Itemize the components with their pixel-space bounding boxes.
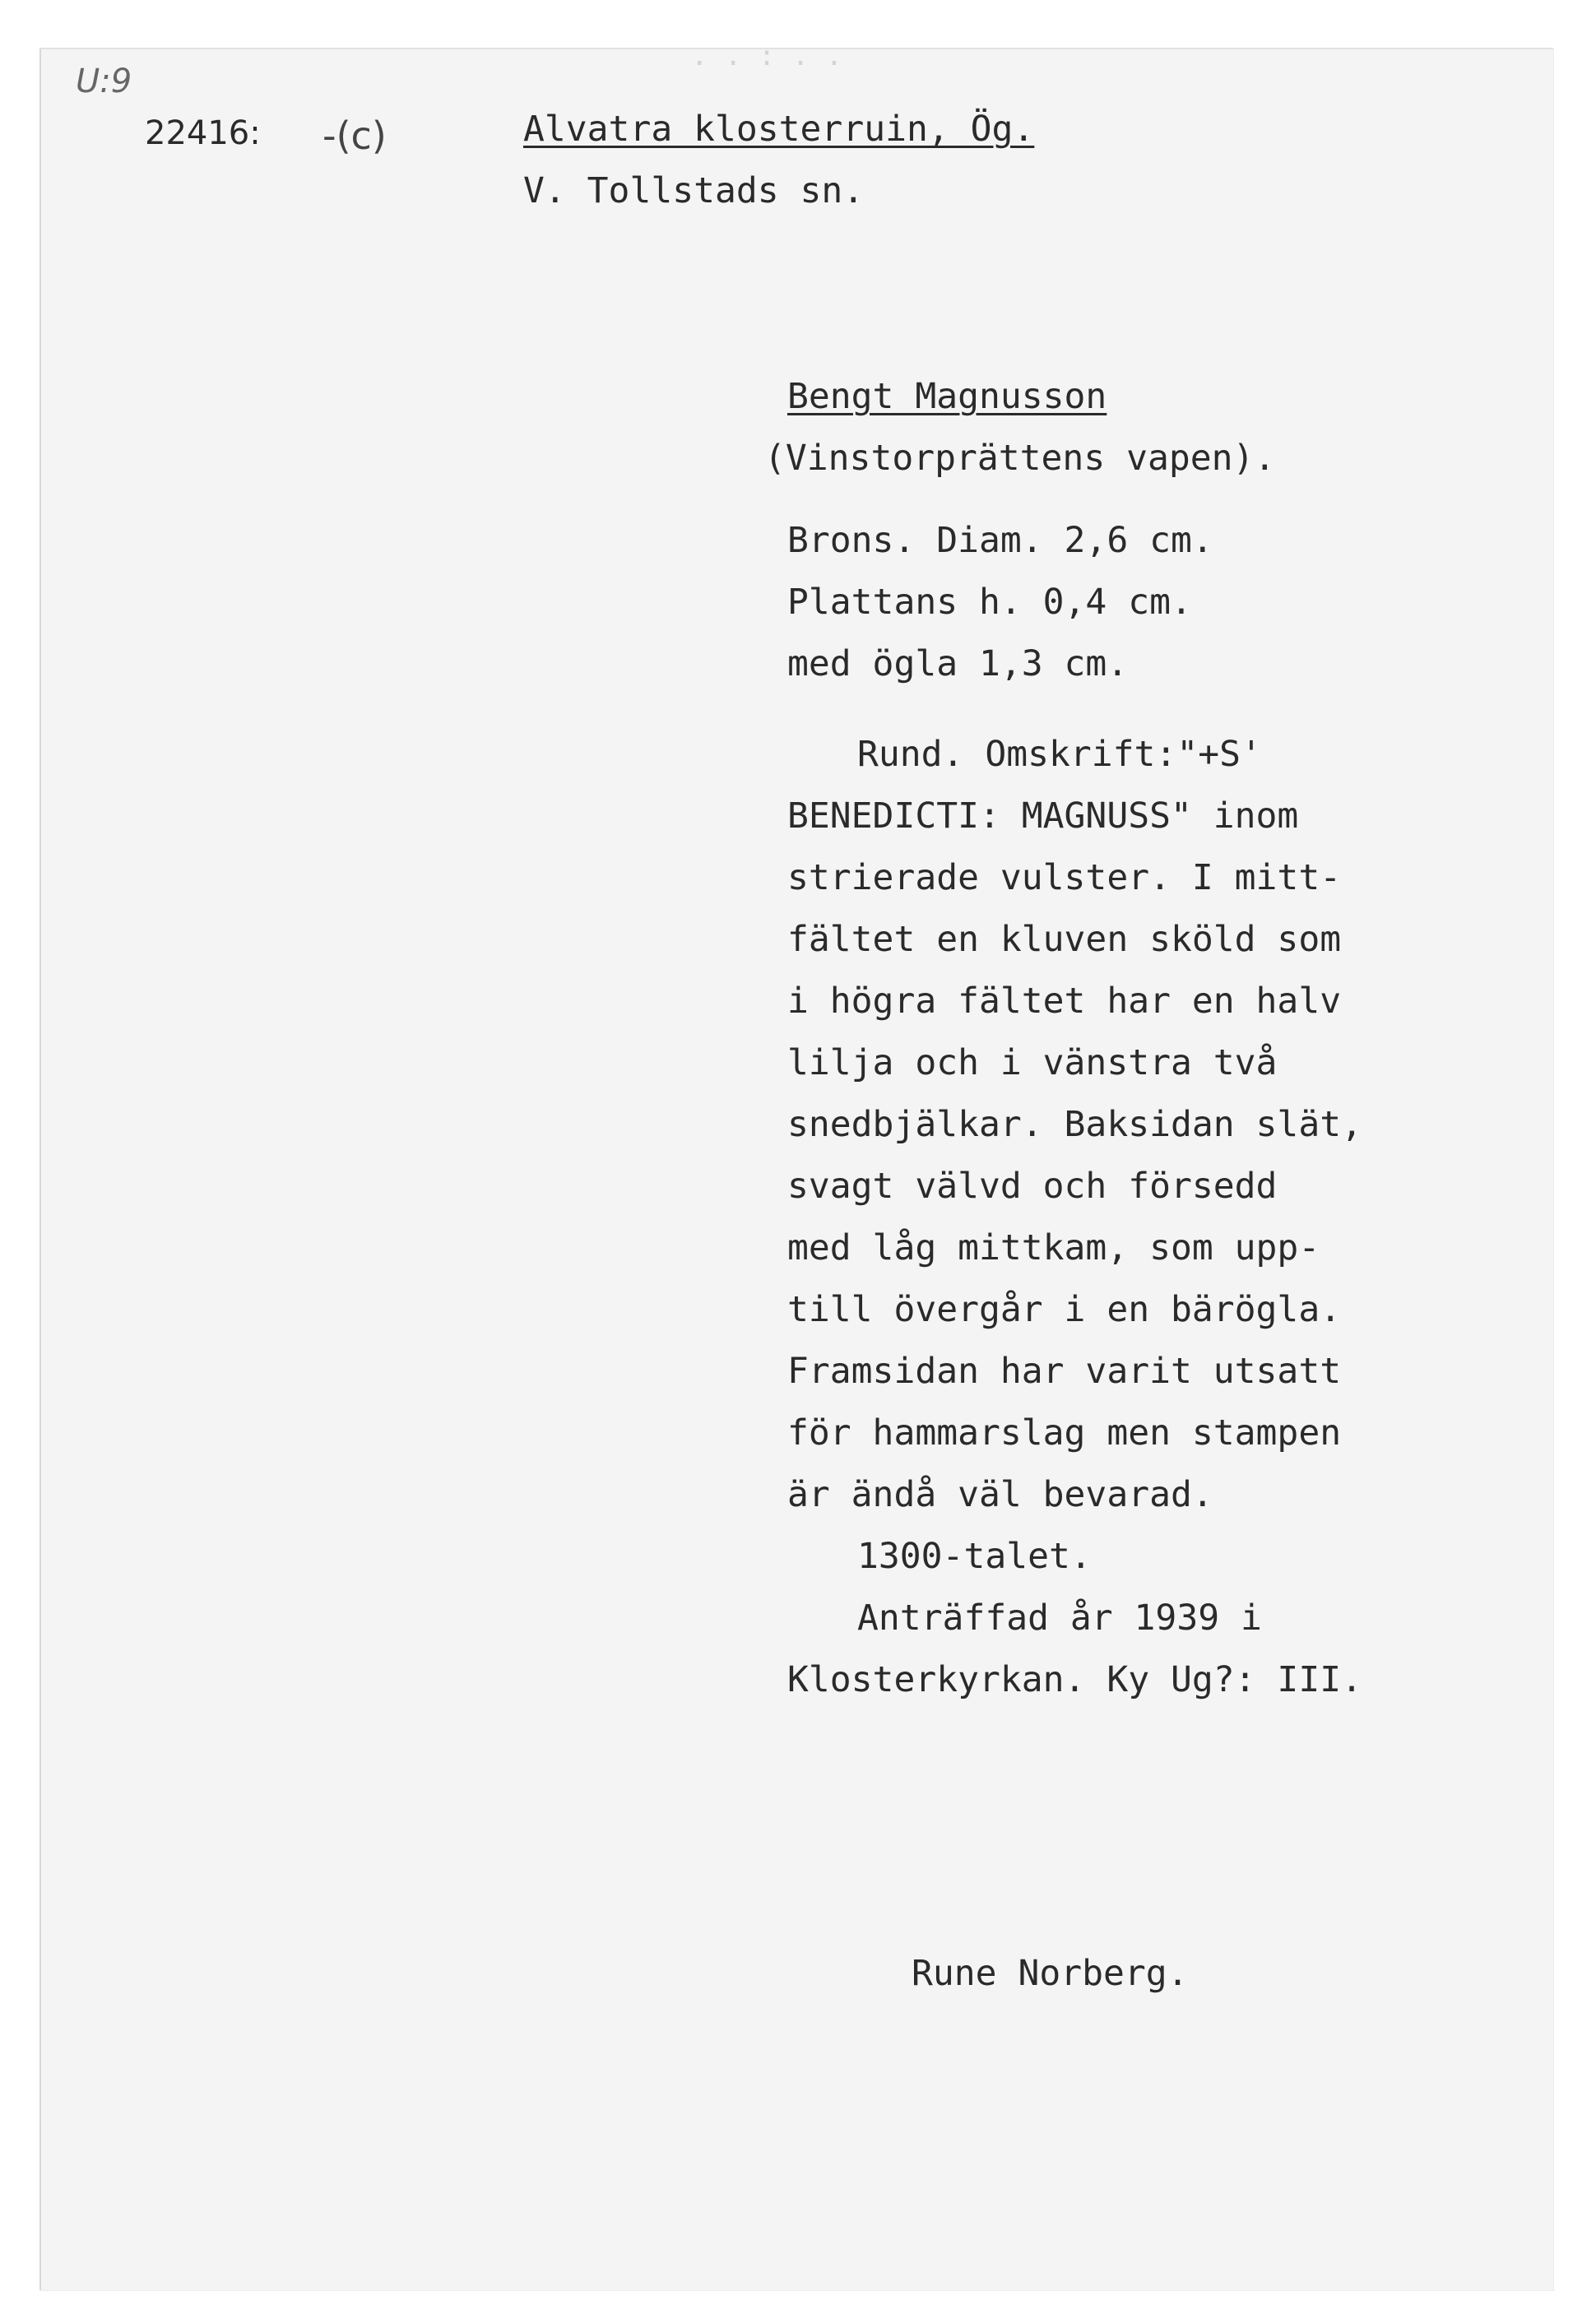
- spec-line: med ögla 1,3 cm.: [787, 643, 1129, 684]
- corner-note: U:9: [76, 63, 132, 100]
- find-line: Klosterkyrkan. Ky Ug?: III.: [787, 1659, 1362, 1700]
- signature: Rune Norberg.: [912, 1953, 1189, 1994]
- description-line: i högra fältet har en halv: [787, 981, 1342, 1022]
- bleed-through-mark: . . : . .: [691, 39, 843, 72]
- site-name: Alvatra klosterruin, Ög.: [523, 109, 1035, 150]
- dating-line: 1300-talet.: [857, 1536, 1092, 1577]
- description-line: till övergår i en bärögla.: [787, 1289, 1342, 1330]
- description-line: lilja och i vänstra två: [787, 1042, 1278, 1083]
- description-line: Framsidan har varit utsatt: [787, 1351, 1342, 1392]
- find-line: Anträffad år 1939 i: [857, 1598, 1262, 1639]
- spec-line: Plattans h. 0,4 cm.: [787, 582, 1192, 623]
- description-line: Rund. Omskrift:"+S': [857, 734, 1262, 775]
- description-line: för hammarslag men stampen: [787, 1412, 1342, 1454]
- seal-arms: (Vinstorprättens vapen).: [764, 438, 1276, 479]
- catalog-mark: -(c): [322, 114, 387, 158]
- description-line: snedbjälkar. Baksidan slät,: [787, 1104, 1362, 1145]
- description-line: BENEDICTI: MAGNUSS" inom: [787, 795, 1299, 837]
- description-line: fältet en kluven sköld som: [787, 919, 1342, 960]
- spec-line: Brons. Diam. 2,6 cm.: [787, 520, 1213, 561]
- site-parish: V. Tollstads sn.: [523, 170, 865, 211]
- seal-owner: Bengt Magnusson: [787, 376, 1107, 417]
- description-line: strierade vulster. I mitt-: [787, 857, 1342, 898]
- description-line: med låg mittkam, som upp-: [787, 1227, 1320, 1268]
- catalog-number: 22416:: [145, 114, 261, 152]
- description-line: är ändå väl bevarad.: [787, 1474, 1213, 1515]
- description-line: svagt välvd och försedd: [787, 1166, 1278, 1207]
